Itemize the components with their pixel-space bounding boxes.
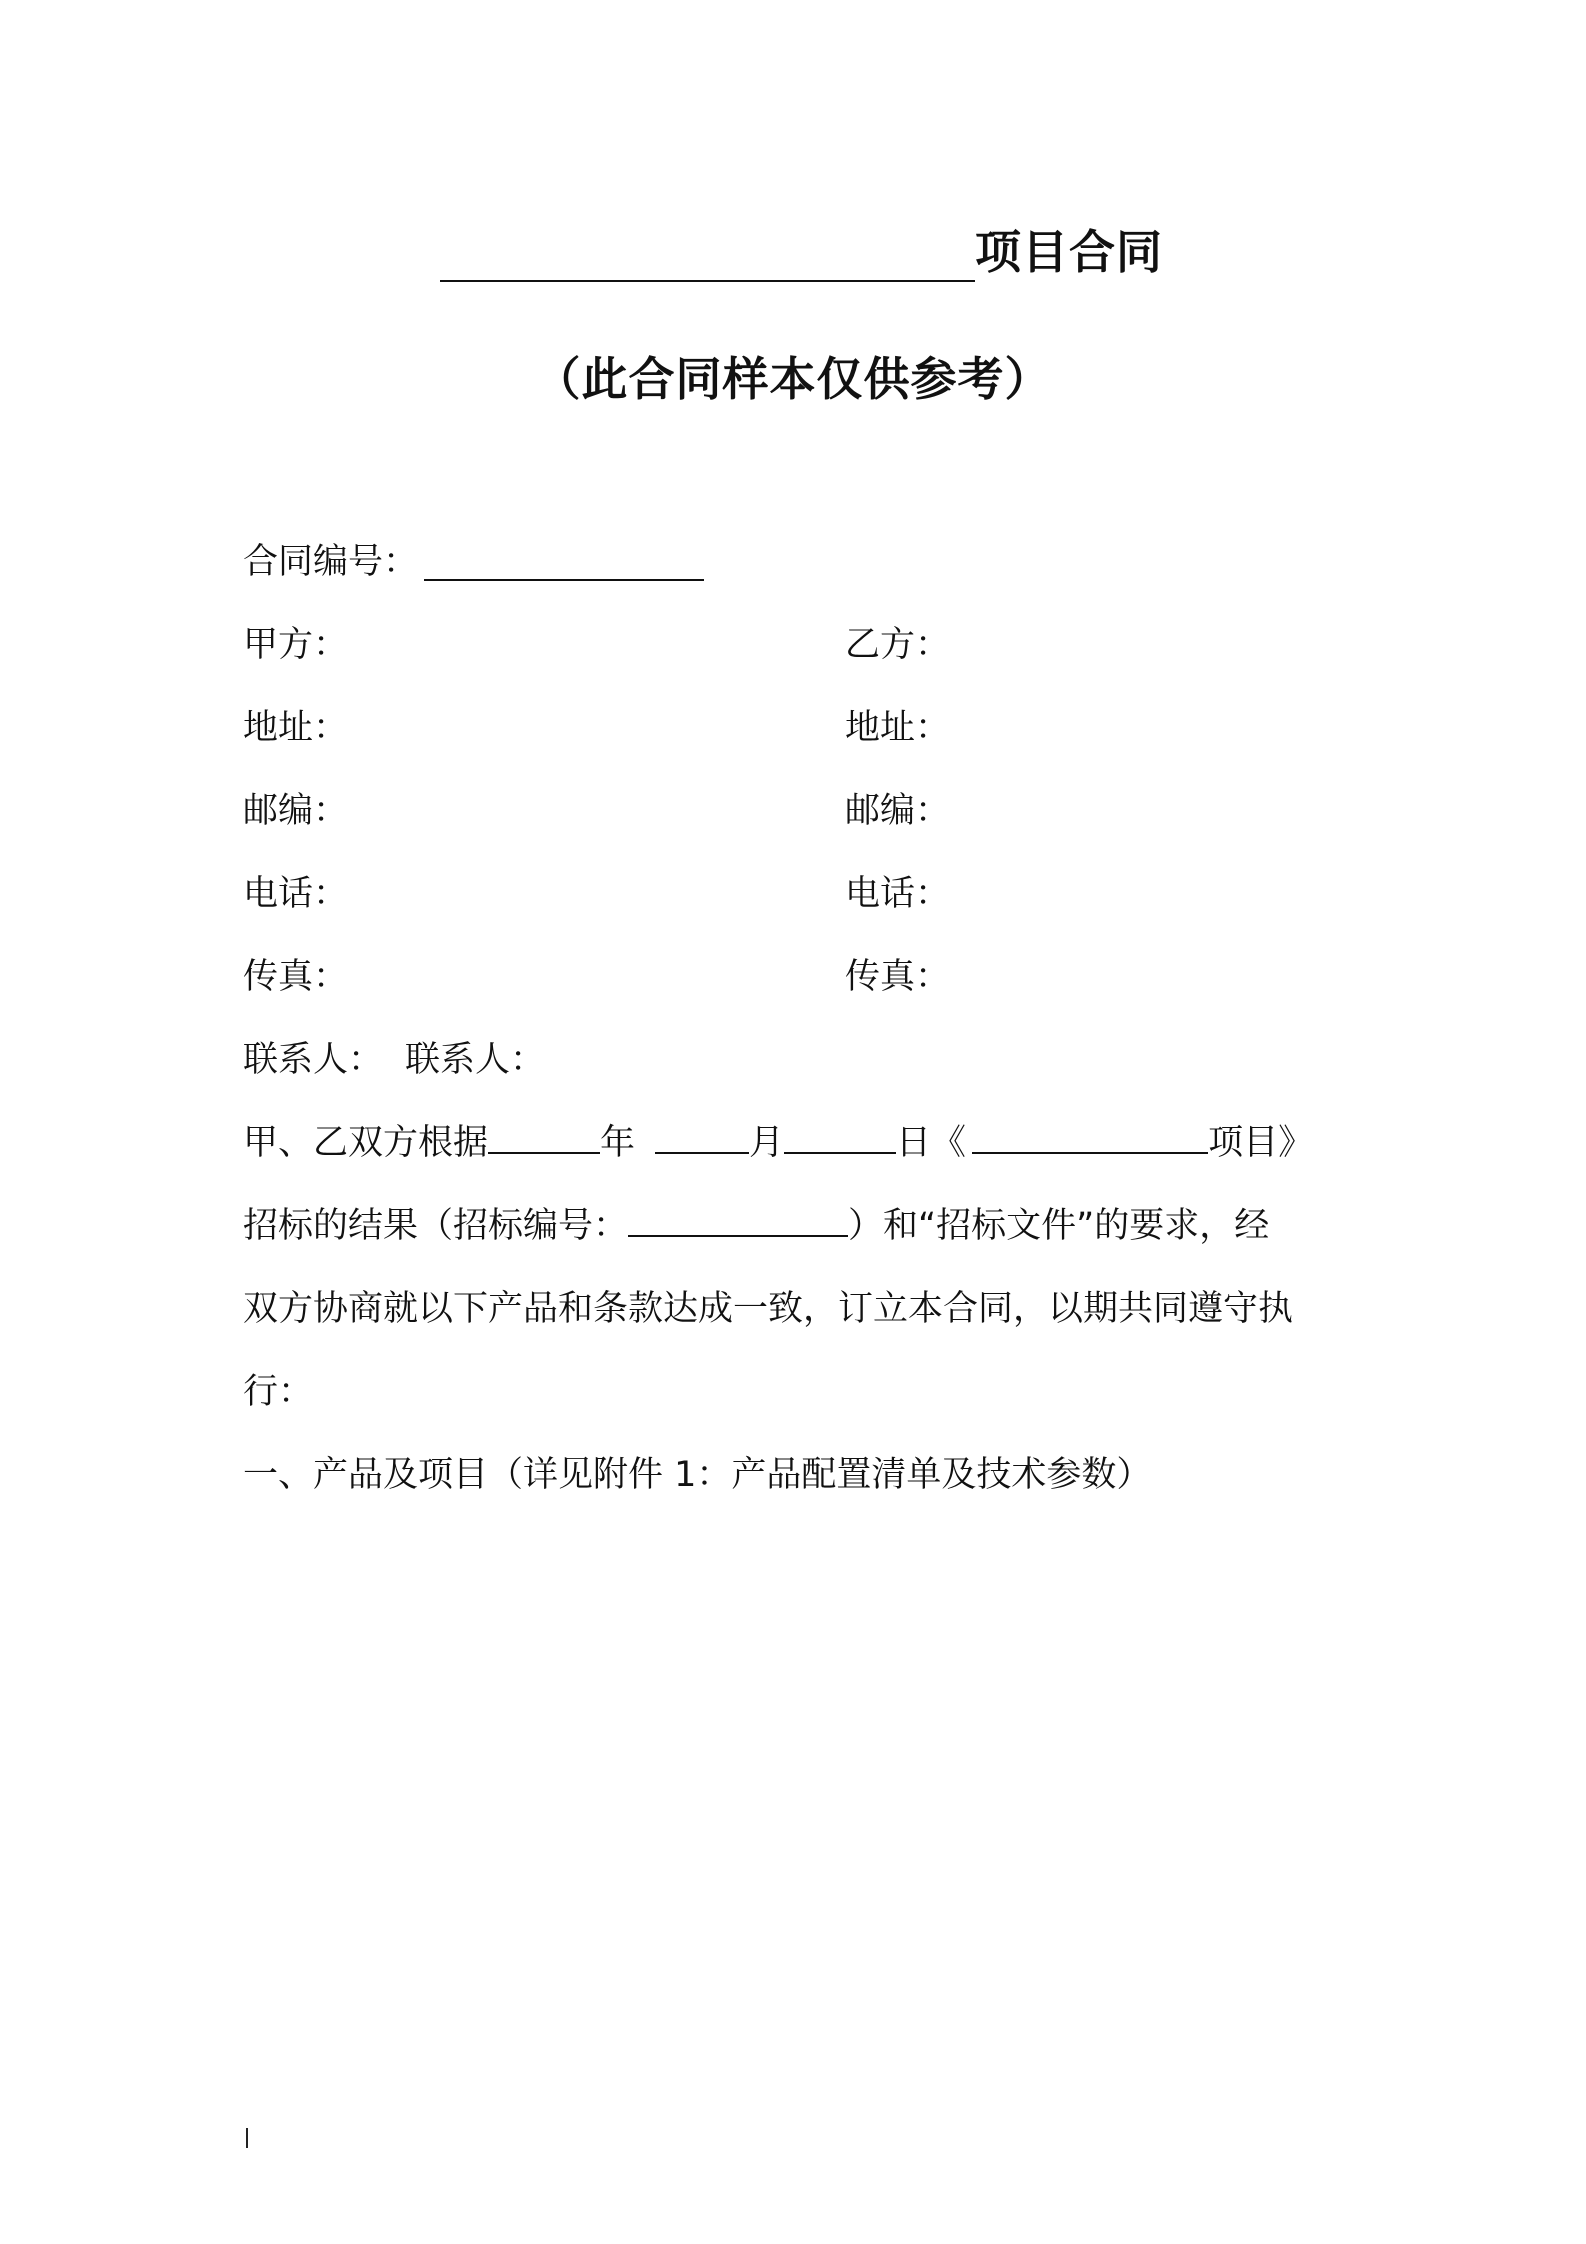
year-label: 年 [600,1123,636,1163]
year-blank[interactable] [488,1151,600,1154]
page-footer-mark [246,2128,248,2148]
body-line2-intro: 招标的结果（招标编号： [243,1206,629,1246]
project-label: 项目》 [1208,1123,1314,1163]
party-b-address: 地址： [845,708,951,748]
body-line-3: 双方协商就以下产品和条款达成一致，订立本合同，以期共同遵守执 [243,1289,1294,1329]
tender-number-blank[interactable] [628,1234,848,1237]
body-line1-intro: 甲、乙双方根据 [243,1123,489,1163]
party-a-postcode: 邮编： [243,791,349,831]
party-a-name: 甲方： [243,625,349,665]
section-1-heading: 一、产品及项目（详见附件 1：产品配置清单及技术参数） [243,1455,1152,1495]
party-a-fax: 传真： [243,957,349,997]
body-line-4: 行： [243,1372,314,1412]
month-label: 月 [749,1123,785,1163]
party-a-phone: 电话： [243,874,349,914]
body-line2-rest: ）和“招标文件”的要求，经 [848,1206,1270,1246]
party-b-contact: 联系人： [405,1040,546,1080]
contract-title [440,210,1180,290]
party-b-postcode: 邮编： [845,791,951,831]
title-suffix: 项目合同 [975,225,1163,279]
party-a-address: 地址： [243,708,349,748]
party-b-phone: 电话： [845,874,951,914]
party-b-fax: 传真： [845,957,951,997]
body-line-1 [243,1121,1313,1165]
project-blank[interactable] [972,1151,1208,1154]
party-a-contact: 联系人： [243,1040,384,1080]
contract-number-blank[interactable] [424,578,704,581]
body-line-2 [243,1204,1269,1248]
month-blank[interactable] [655,1151,749,1154]
contract-number-label: 合同编号： [243,542,419,582]
day-blank[interactable] [784,1151,896,1154]
contract-number-line [243,540,704,584]
contacts-line [243,1038,545,1082]
subtitle: （此合同样本仅供参考） [534,352,1052,406]
party-b-name: 乙方： [845,625,951,665]
project-name-blank[interactable] [440,280,975,282]
day-label: 日《 [896,1123,967,1163]
